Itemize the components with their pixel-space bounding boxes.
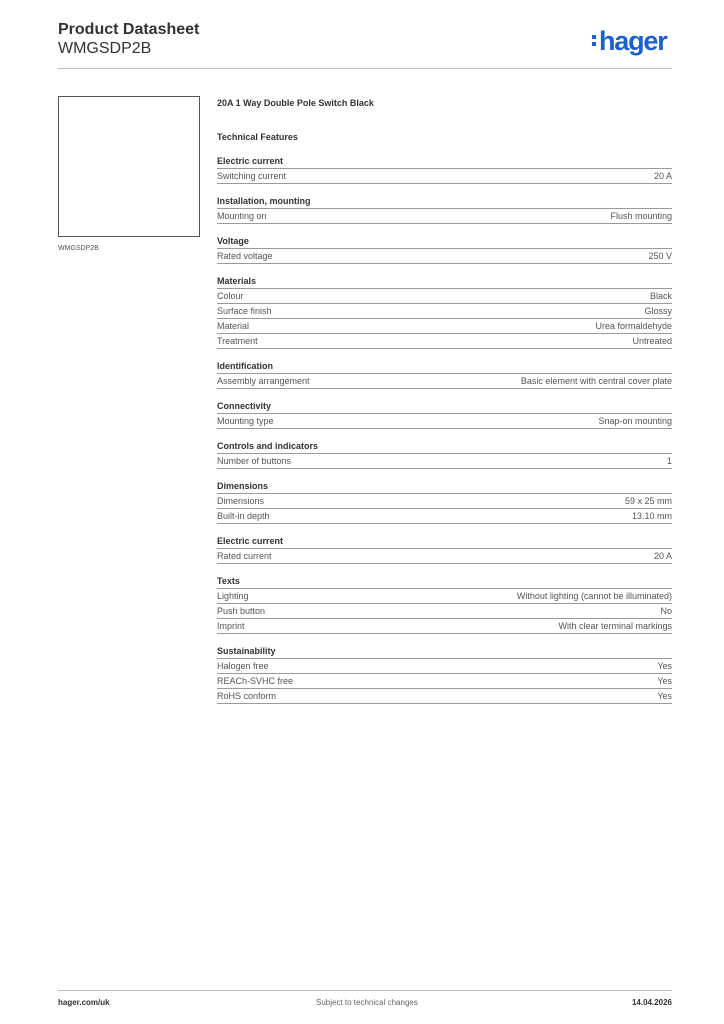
product-code: WMGSDP2B [58, 40, 152, 57]
hager-logo [592, 28, 667, 55]
spec-value: Snap-on mounting [598, 416, 672, 426]
spec-row [217, 689, 672, 704]
spec-section-title: Materials [217, 275, 672, 289]
logo-text: hager [599, 26, 667, 56]
spec-row [217, 509, 672, 524]
spec-section-title: Installation, mounting [217, 195, 672, 209]
spec-value: Glossy [644, 306, 672, 316]
product-image-placeholder [58, 96, 200, 237]
spec-label: Mounting type [217, 416, 274, 426]
spec-label: RoHS conform [217, 691, 277, 701]
spec-row [217, 674, 672, 689]
logo-dots-icon [592, 35, 597, 49]
spec-section-title: Electric current [217, 535, 672, 549]
spec-value: With clear terminal markings [558, 621, 672, 631]
spec-value: Urea formaldehyde [595, 321, 672, 331]
spec-label: Push button [217, 606, 266, 616]
spec-row [217, 494, 672, 509]
spec-label: Lighting [217, 591, 249, 601]
spec-row [217, 249, 672, 264]
spec-label: Dimensions [217, 496, 265, 506]
spec-label: Built-in depth [217, 511, 270, 521]
page-title: Product Datasheet [58, 21, 200, 38]
spec-row [217, 589, 672, 604]
spec-label: REACh-SVHC free [217, 676, 294, 686]
spec-label: Treatment [217, 336, 258, 346]
spec-label: Rated current [217, 551, 272, 561]
spec-sections [217, 155, 672, 704]
footer-date: 14.04.2026 [631, 998, 672, 1007]
spec-section-title: Identification [217, 360, 672, 374]
spec-row [217, 659, 672, 674]
spec-label: Switching current [217, 171, 287, 181]
technical-features-heading: Technical Features [217, 132, 298, 142]
spec-value: Flush mounting [610, 211, 672, 221]
spec-value: 59 x 25 mm [624, 496, 672, 506]
spec-value: 250 V [648, 251, 672, 261]
spec-section-title: Electric current [217, 155, 672, 169]
spec-value: Yes [657, 676, 672, 686]
spec-value: 20 A [653, 171, 672, 181]
spec-row [217, 549, 672, 564]
spec-row [217, 169, 672, 184]
spec-row [217, 619, 672, 634]
spec-section-title: Connectivity [217, 400, 672, 414]
spec-label: Number of buttons [217, 456, 292, 466]
spec-label: Surface finish [217, 306, 272, 316]
product-name: 20A 1 Way Double Pole Switch Black [217, 98, 374, 108]
spec-row [217, 374, 672, 389]
spec-section [217, 480, 672, 524]
technical-features-panel [217, 96, 672, 704]
spec-label: Halogen free [217, 661, 269, 671]
header-divider [58, 68, 672, 69]
spec-value: 1 [666, 456, 672, 466]
spec-value: Untreated [632, 336, 672, 346]
spec-value: Basic element with central cover plate [520, 376, 672, 386]
spec-row [217, 334, 672, 349]
spec-label: Colour [217, 291, 244, 301]
spec-value: 13.10 mm [631, 511, 672, 521]
product-image-caption: WMGSDP2B [58, 245, 99, 252]
spec-value: Without lighting (cannot be illuminated) [516, 591, 672, 601]
spec-section-title: Texts [217, 575, 672, 589]
spec-label: Mounting on [217, 211, 267, 221]
spec-row [217, 209, 672, 224]
spec-section [217, 155, 672, 184]
spec-section [217, 195, 672, 224]
spec-row [217, 604, 672, 619]
spec-row [217, 289, 672, 304]
spec-label: Assembly arrangement [217, 376, 310, 386]
footer-website: hager.com/uk [58, 998, 110, 1007]
spec-section [217, 535, 672, 564]
spec-section [217, 575, 672, 634]
footer-divider [58, 990, 672, 991]
spec-section-title: Sustainability [217, 645, 672, 659]
spec-section [217, 440, 672, 469]
spec-label: Imprint [217, 621, 245, 631]
spec-label: Material [217, 321, 250, 331]
spec-section [217, 275, 672, 349]
spec-value: No [660, 606, 672, 616]
footer-note: Subject to technical changes [316, 998, 418, 1007]
spec-value: Yes [657, 691, 672, 701]
spec-section [217, 400, 672, 429]
spec-section [217, 645, 672, 704]
spec-row [217, 454, 672, 469]
spec-value: Black [649, 291, 672, 301]
spec-value: 20 A [653, 551, 672, 561]
spec-section [217, 360, 672, 389]
spec-section-title: Controls and indicators [217, 440, 672, 454]
spec-label: Rated voltage [217, 251, 273, 261]
spec-value: Yes [657, 661, 672, 671]
spec-row [217, 304, 672, 319]
spec-row [217, 414, 672, 429]
spec-section [217, 235, 672, 264]
spec-row [217, 319, 672, 334]
spec-section-title: Dimensions [217, 480, 672, 494]
spec-section-title: Voltage [217, 235, 672, 249]
